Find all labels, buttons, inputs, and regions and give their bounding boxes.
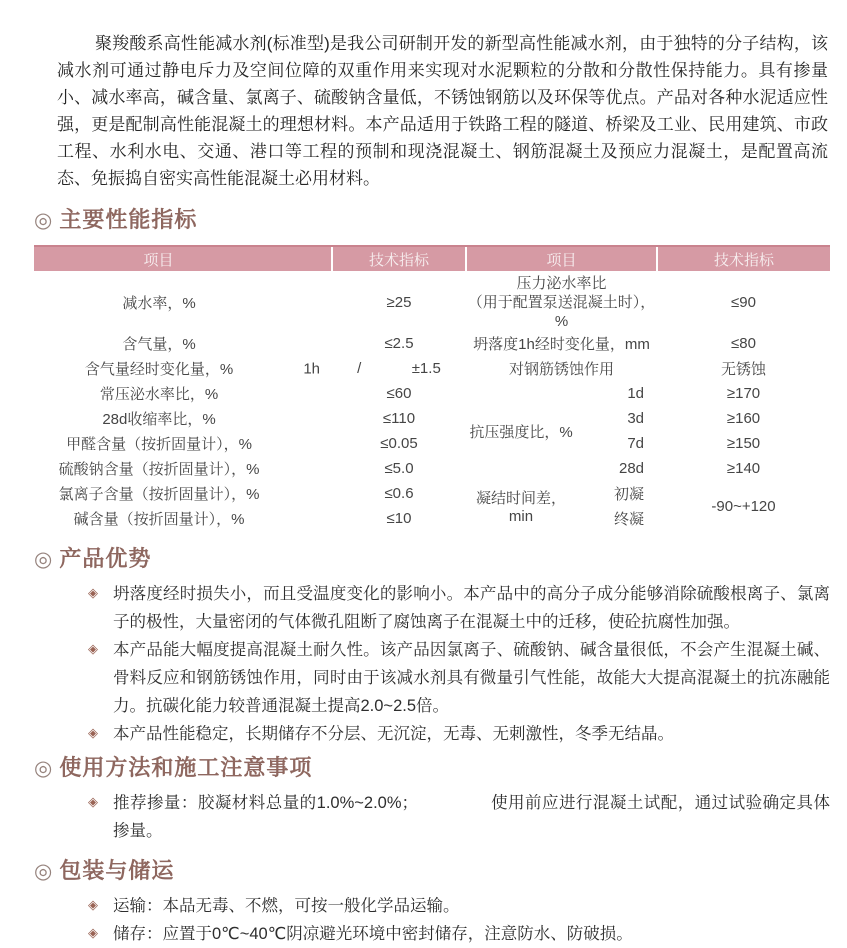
- advantage-text-1: 坍落度经时损失小，而且受温度变化的影响小。本产品中的高分子成分能够消除硫酸根离子、氯离子的极性，大量密闭的气体微孔阻断了腐蚀离子在混凝土中的迁移，使砼抗腐性加强。: [113, 585, 830, 631]
- value-28d: ≥140: [726, 460, 761, 477]
- item-setting-time-diff: 凝结时间差，min: [475, 490, 566, 525]
- value-alkali-content: ≤10: [386, 510, 412, 527]
- list-item: [88, 920, 830, 948]
- bullseye-circle-icon: ◎: [34, 756, 53, 780]
- bullseye-circle-icon: ◎: [34, 208, 53, 232]
- value-slump-change: ≤80: [731, 335, 756, 352]
- intro-paragraph: 聚羧酸系高性能减水剂(标准型)是我公司研制开发的新型高性能减水剂，由于独特的分子结构，该减水剂可通过静电斥力及空间位障的双重作用来实现对水泥颗粒的分散和分散性保持能力。具有掺量小、减水率高，碱含量、氯离子、硫酸钠含量低，不锈蚀钢筋以及环保等优点。产品对各种水泥适应性强，更是配制高性能混凝土的理想材料。本产品适用于铁路工程的隧道、桥梁及工业、民用建筑、市政工程、水利水电、交通、港口等工程的预制和现浇混凝土、钢筋混凝土及预应力混凝土，是配置高流态、免振捣自密实高性能混凝土必用材料。: [57, 34, 828, 188]
- table-row: [34, 381, 830, 406]
- header-item-right: 项目: [466, 246, 657, 273]
- advantage-text-3: 本产品性能稳定，长期储存不分层、无沉淀，无毒、无刺激性，冬季无结晶。: [113, 725, 674, 743]
- setting-initial: 初凝: [614, 486, 645, 503]
- diamond-bullet-icon: ◈: [88, 586, 98, 601]
- item-slump-change: 坍落度1h经时变化量，mm: [473, 336, 650, 353]
- item-chloride-ion: 氯离子含量（按折固量计），%: [58, 486, 260, 503]
- header-item-left: 项目: [34, 246, 332, 273]
- item-rebar-corrosion: 对钢筋锈蚀作用: [509, 361, 615, 378]
- value-7d: ≥150: [726, 435, 761, 452]
- performance-table: [34, 245, 830, 531]
- age-28d: 28d: [618, 460, 645, 477]
- value-1d: ≥170: [726, 385, 761, 402]
- table-row: [34, 273, 830, 332]
- value-pressure-bleeding-ratio: ≤90: [731, 294, 756, 311]
- usage-dosage-text: 推荐掺量：胶凝材料总量的1.0%~2.0%；: [113, 794, 418, 812]
- table-row: [34, 406, 830, 431]
- item-bleeding-ratio: 常压泌水率比，%: [99, 386, 219, 403]
- value-air-content-change-b: ±1.5: [411, 360, 441, 377]
- section-title-advantages: 产品优势: [59, 546, 152, 571]
- packaging-storage-text: 储存：应置于0℃~40℃阴凉避光环境中密封储存，注意防水、防破损。: [113, 925, 633, 943]
- table-row: [34, 356, 830, 381]
- item-alkali-content: 碱含量（按折固量计），%: [73, 511, 245, 528]
- section-title-performance: 主要性能指标: [59, 207, 198, 232]
- datasheet-page: [0, 30, 847, 943]
- section-heading-advantages: [34, 545, 847, 573]
- header-value-left: 技术指标: [332, 246, 466, 273]
- value-setting-time-diff: -90~+120: [711, 497, 776, 515]
- value-chloride-ion: ≤0.6: [384, 485, 414, 502]
- table-row: [34, 331, 830, 356]
- table-row: [34, 456, 830, 481]
- list-item: [88, 789, 830, 845]
- item-compressive-strength-ratio: 抗压强度比，%: [469, 423, 573, 441]
- advantages-list: [88, 580, 830, 748]
- value-air-content-change-a: /: [357, 360, 362, 377]
- item-pressure-bleeding-line1: 压力泌水率比: [516, 275, 607, 292]
- packaging-list: [88, 892, 830, 948]
- diamond-bullet-icon: ◈: [88, 795, 98, 810]
- age-3d: 3d: [627, 410, 645, 427]
- bullseye-circle-icon: ◎: [34, 547, 53, 571]
- diamond-bullet-icon: ◈: [88, 926, 98, 941]
- header-value-right: 技术指标: [657, 246, 830, 273]
- item-pressure-bleeding-line2: （用于配置泵送混凝土时），%: [467, 294, 656, 330]
- value-water-reduction: ≥25: [386, 294, 412, 311]
- usage-list: [88, 789, 830, 845]
- value-formaldehyde: ≤0.05: [380, 435, 418, 452]
- item-air-content-change: [34, 356, 332, 381]
- item-air-content: 含气量，%: [122, 336, 196, 353]
- packaging-transport-text: 运输：本品无毒、不燃，可按一般化学品运输。: [113, 897, 460, 915]
- value-bleeding-ratio: ≤60: [386, 385, 412, 402]
- item-pressure-bleeding-ratio: [466, 273, 657, 332]
- list-item: [88, 720, 830, 748]
- value-sodium-sulfate: ≤5.0: [384, 460, 414, 477]
- diamond-bullet-icon: ◈: [88, 726, 98, 741]
- list-item: [88, 636, 830, 720]
- section-heading-usage: [34, 754, 847, 782]
- table-header-row: [34, 246, 830, 273]
- setting-final: 终凝: [614, 511, 645, 528]
- table-row: [34, 431, 830, 456]
- value-rebar-corrosion: 无锈蚀: [721, 361, 767, 378]
- item-water-reduction: 减水率，%: [122, 295, 196, 312]
- section-heading-performance: [34, 206, 847, 234]
- value-shrinkage-ratio: ≤110: [382, 410, 416, 427]
- diamond-bullet-icon: ◈: [88, 898, 98, 913]
- list-item: [88, 580, 830, 636]
- value-air-content-change: [332, 356, 466, 381]
- age-7d: 7d: [627, 435, 645, 452]
- item-shrinkage-ratio: 28d收缩率比，%: [102, 411, 216, 428]
- list-item: [88, 892, 830, 920]
- advantage-text-2: 本产品能大幅度提高混凝土耐久性。该产品因氯离子、硫酸钠、碱含量很低，不会产生混凝土碱、骨料反应和钢筋锈蚀作用，同时由于该减水剂具有微量引气性能，故能大大提高混凝土的抗冻融能力。抗碳化能力较普通混凝土提高2.0~2.5倍。: [113, 641, 830, 715]
- item-air-content-change-label: 含气量经时变化量，%: [84, 361, 234, 378]
- age-1d: 1d: [627, 385, 645, 402]
- item-sodium-sulfate: 硫酸钠含量（按折固量计），%: [58, 461, 260, 478]
- item-formaldehyde: 甲醛含量（按折固量计），%: [66, 436, 252, 453]
- section-title-usage: 使用方法和施工注意事项: [59, 755, 313, 780]
- diamond-bullet-icon: ◈: [88, 642, 98, 657]
- section-title-packaging: 包装与储运: [59, 858, 175, 883]
- section-heading-packaging: [34, 857, 847, 885]
- table-row: [34, 481, 830, 506]
- item-air-content-change-sub: 1h: [303, 360, 320, 377]
- value-3d: ≥160: [726, 410, 761, 427]
- value-air-content: ≤2.5: [384, 335, 414, 352]
- bullseye-circle-icon: ◎: [34, 859, 53, 883]
- usage-note-text: 使用前应进行混凝土试配，通过试验确定具体掺量。: [113, 794, 830, 840]
